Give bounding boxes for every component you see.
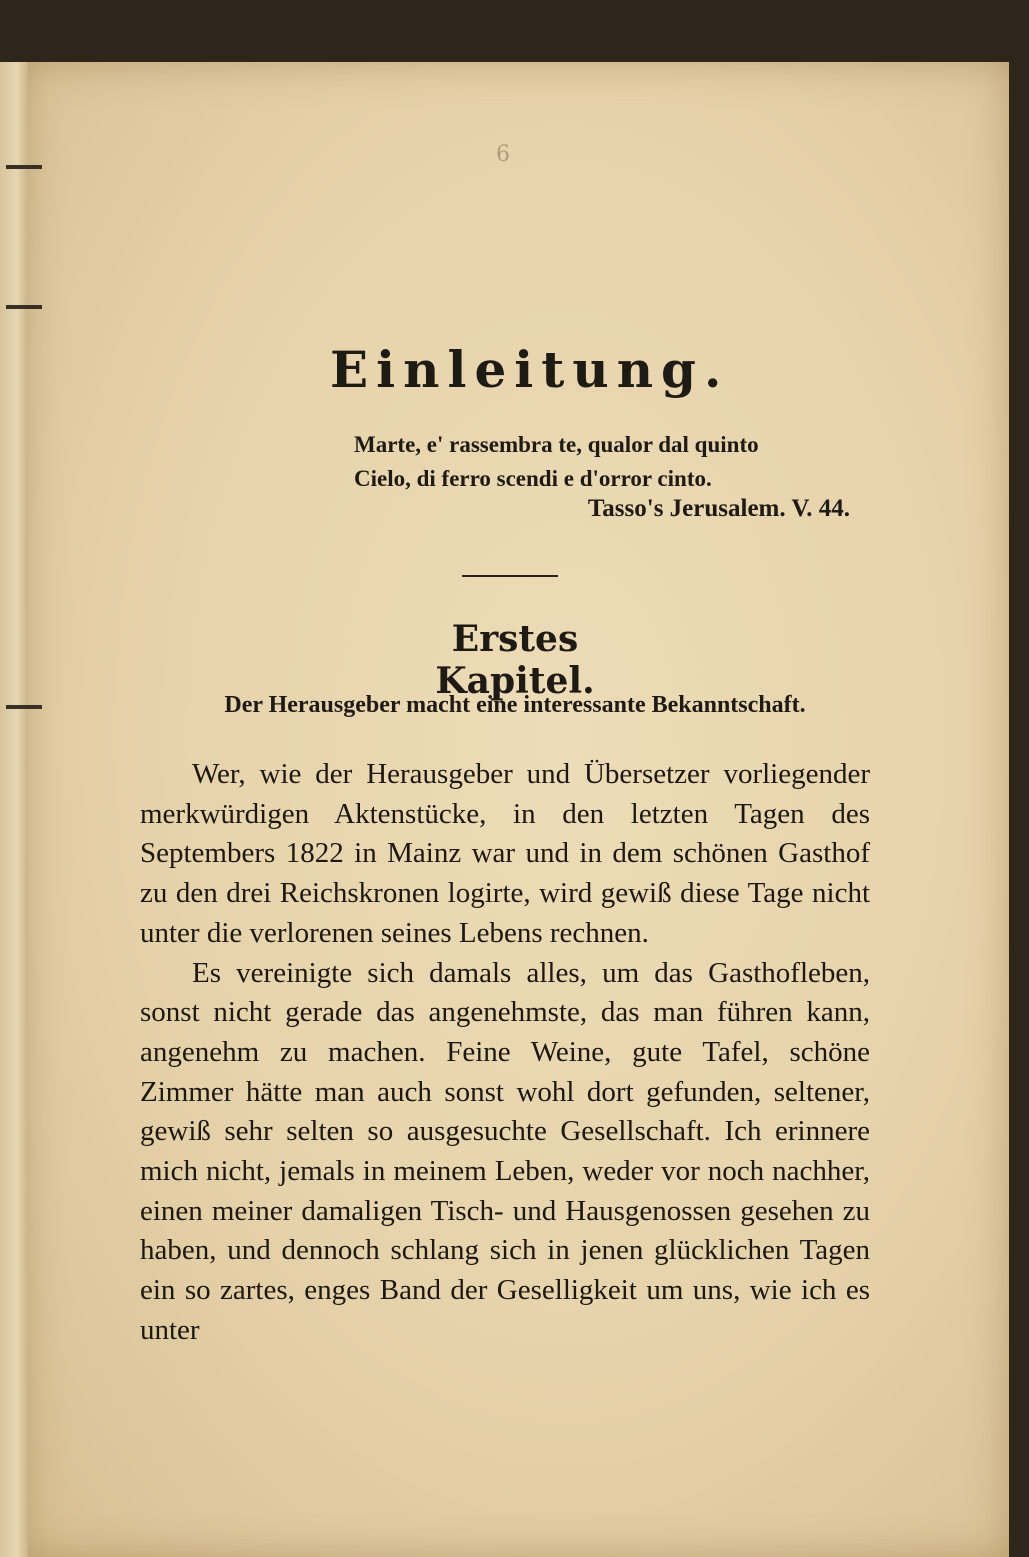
binding-thread-mark xyxy=(6,165,42,169)
epigraph-line: Marte, e' rassembra te, qualor dal quinto xyxy=(354,432,759,457)
binding-thread-mark xyxy=(6,705,42,709)
body-text xyxy=(140,755,870,1351)
paragraph: Es vereinigte sich damals alles, um das Gasthofleben, sonst nicht gerade das angenehmste, das man führen kann, angenehm zu machen. Feine Weine, gute Tafel, schöne Zimmer hätte man auch sonst wohl dort gefunden, seltener, gewiß sehr selten so ausgesuchte Gesellschaft. Ich erinnere mich nicht, jemals in meinem Leben, weder vor noch nachher, einen meiner damaligen Tisch- und Hausgenossen gesehen zu haben, und dennoch schlang sich in jenen glücklichen Tagen ein so zartes, enges Band der Geselligkeit um uns, wie ich es unter xyxy=(140,956,870,1346)
chapter-title: Einleitung. xyxy=(330,340,730,399)
paragraph: Wer, wie der Herausgeber und Übersetzer vorliegender merkwürdigen Aktenstücke, in den letzten Tagen des Septembers 1822 in Mainz war und in dem schönen Gasthof zu den drei Reichskronen logirte, wird gewiß diese Tage nicht unter die verlorenen seines Lebens rechnen. xyxy=(140,758,870,949)
page-gutter xyxy=(0,62,28,1557)
page-number: 6 xyxy=(496,142,510,167)
section-title: Erstes Kapitel. xyxy=(435,618,595,702)
binding-thread-mark xyxy=(6,305,42,309)
epigraph-source: Tasso's Jerusalem. V. 44. xyxy=(587,495,850,522)
section-divider xyxy=(462,575,558,577)
epigraph xyxy=(354,428,854,496)
epigraph-line: Cielo, di ferro scendi e d'orror cinto. xyxy=(354,466,712,491)
section-subtitle: Der Herausgeber macht eine interessante Bekanntschaft. xyxy=(224,692,806,718)
